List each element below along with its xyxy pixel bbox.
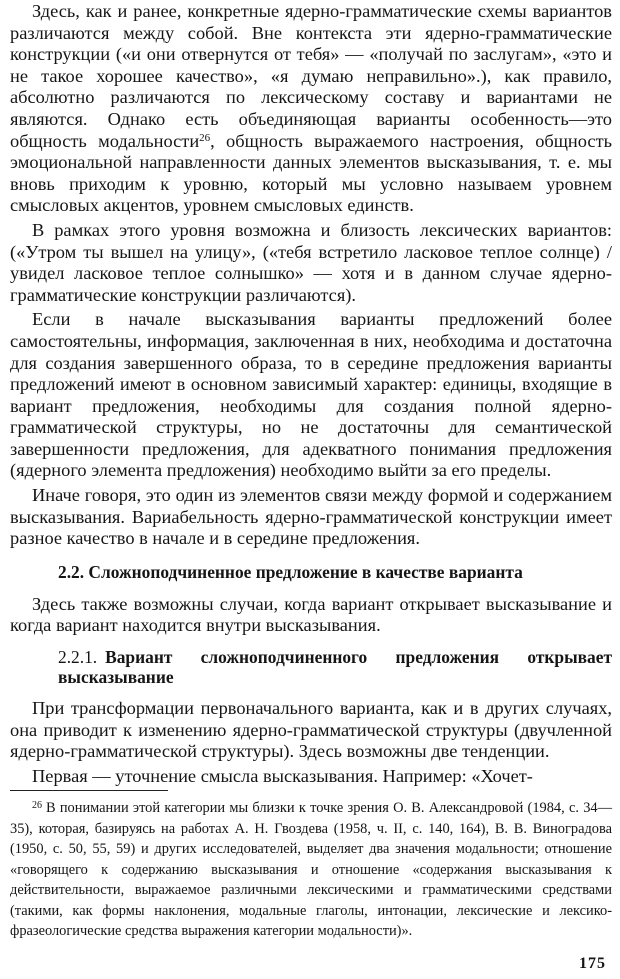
footnote-paragraph [10,796,612,942]
page-number: 175 [579,955,606,972]
footnote-marker: 26 [32,800,42,811]
paragraph-5: Здесь также возможны случаи, когда вариант открывает высказывание и когда вариант находится внутри высказывания. [10,593,612,636]
section-title-part2: высказывание [58,667,174,688]
paragraph-1-part-b: , общность выражаемого настроения, общность эмоциональной направленности данных элементов высказывания, т. е. мы вновь приходим к уровню, который мы условно называем уровнем смысловых акцентов, уровнем смысловых единств. [10,130,612,216]
section-heading-2-2-text: 2.2. Сложноподчиненное предложение в качестве варианта [58,561,523,582]
paragraph-7: Первая — уточнение смысла высказывания. Например: «Хочет- [32,765,533,786]
footnote-separator [10,790,168,791]
footnote-text: В понимании этой категории мы близки к точке зрения О. В. Александровой (1984, с. 34—35), которая, базируясь на работах А. Н. Гвоздева (1958, ч. II, с. 140, 164), В. В. Виноградова (1950, с. 50, 55, 59) и других исследователей, выделяет два значения модальности; отношение «говорящего к содержанию высказывания и отношение «содержания высказывания к действительности, выражаемое различными лексическими и грамматическими средствами (такими, как формы наклонения, модальные глаголы, интонации, лексические и лексико-фразеологические средства выражения категории модальности)». [10,800,612,939]
section-heading-2-2-1-line1 [58,647,612,667]
paragraph-3: Если в начале высказывания варианты предложений более самостоятельны, информация, заключенная в них, необходима и достаточна для создания завершенного образа, то в середине предложения варианты предложений имеют в основном зависимый характер: единицы, входящие в вариант предложения, необходимы для создания полной ядерно-грамматической структуры, но не достаточны для семантической завершенности предложения, для адекватного понимания предложения (ядерного элемента предложения) необходимо выйти за его пределы. [10,309,612,481]
paragraph-1-part-a: Здесь, как и ранее, конкретные ядерно-грамматические схемы вариантов различаются между собой. Вне контекста эти ядерно-грамматические конструкции («и они отвернутся от тебя» — «получай по заслугам», «это и не такое хорошее качество», «я думаю неправильно».), как правило, абсолютно различаются по лексическому составу и вариантами не являются. Однако есть объединяющая варианты особенность—это общность модальности [10,1,612,151]
paragraph-4: Иначе говоря, это один из элементов связи между формой и содержанием высказывания. Вариабельность ядерно-грамматической конструкции имеет разное качество в начале и в середине предложения. [10,485,612,549]
paragraph-2: В рамках этого уровня возможна и близость лексических вариантов: («Утром ты вышел на улицу», («тебя встретило ласковое теплое солнце) / увидел ласковое теплое солнышко» — хотя и в данном случае ядерно-грамматические конструкции различаются). [10,219,612,305]
footnote [10,796,612,942]
paragraph-6: При трансформации первоначального варианта, как и в других случаях, она приводит к изменению ядерно-грамматической структуры (двучленной ядерно-грамматической структуры). Здесь возможны две тенденции. [10,698,612,762]
section-heading-2-2 [10,562,612,583]
main-text [10,1,612,787]
section-number: 2.2.1. [58,647,98,668]
section-title-part1: Вариант сложноподчиненного предложения открывает [105,647,612,668]
paragraph-1 [10,1,612,217]
section-heading-2-2-1-line2 [58,667,612,687]
footnote-reference: 26 [199,131,211,144]
section-heading-2-2-1 [10,647,612,687]
